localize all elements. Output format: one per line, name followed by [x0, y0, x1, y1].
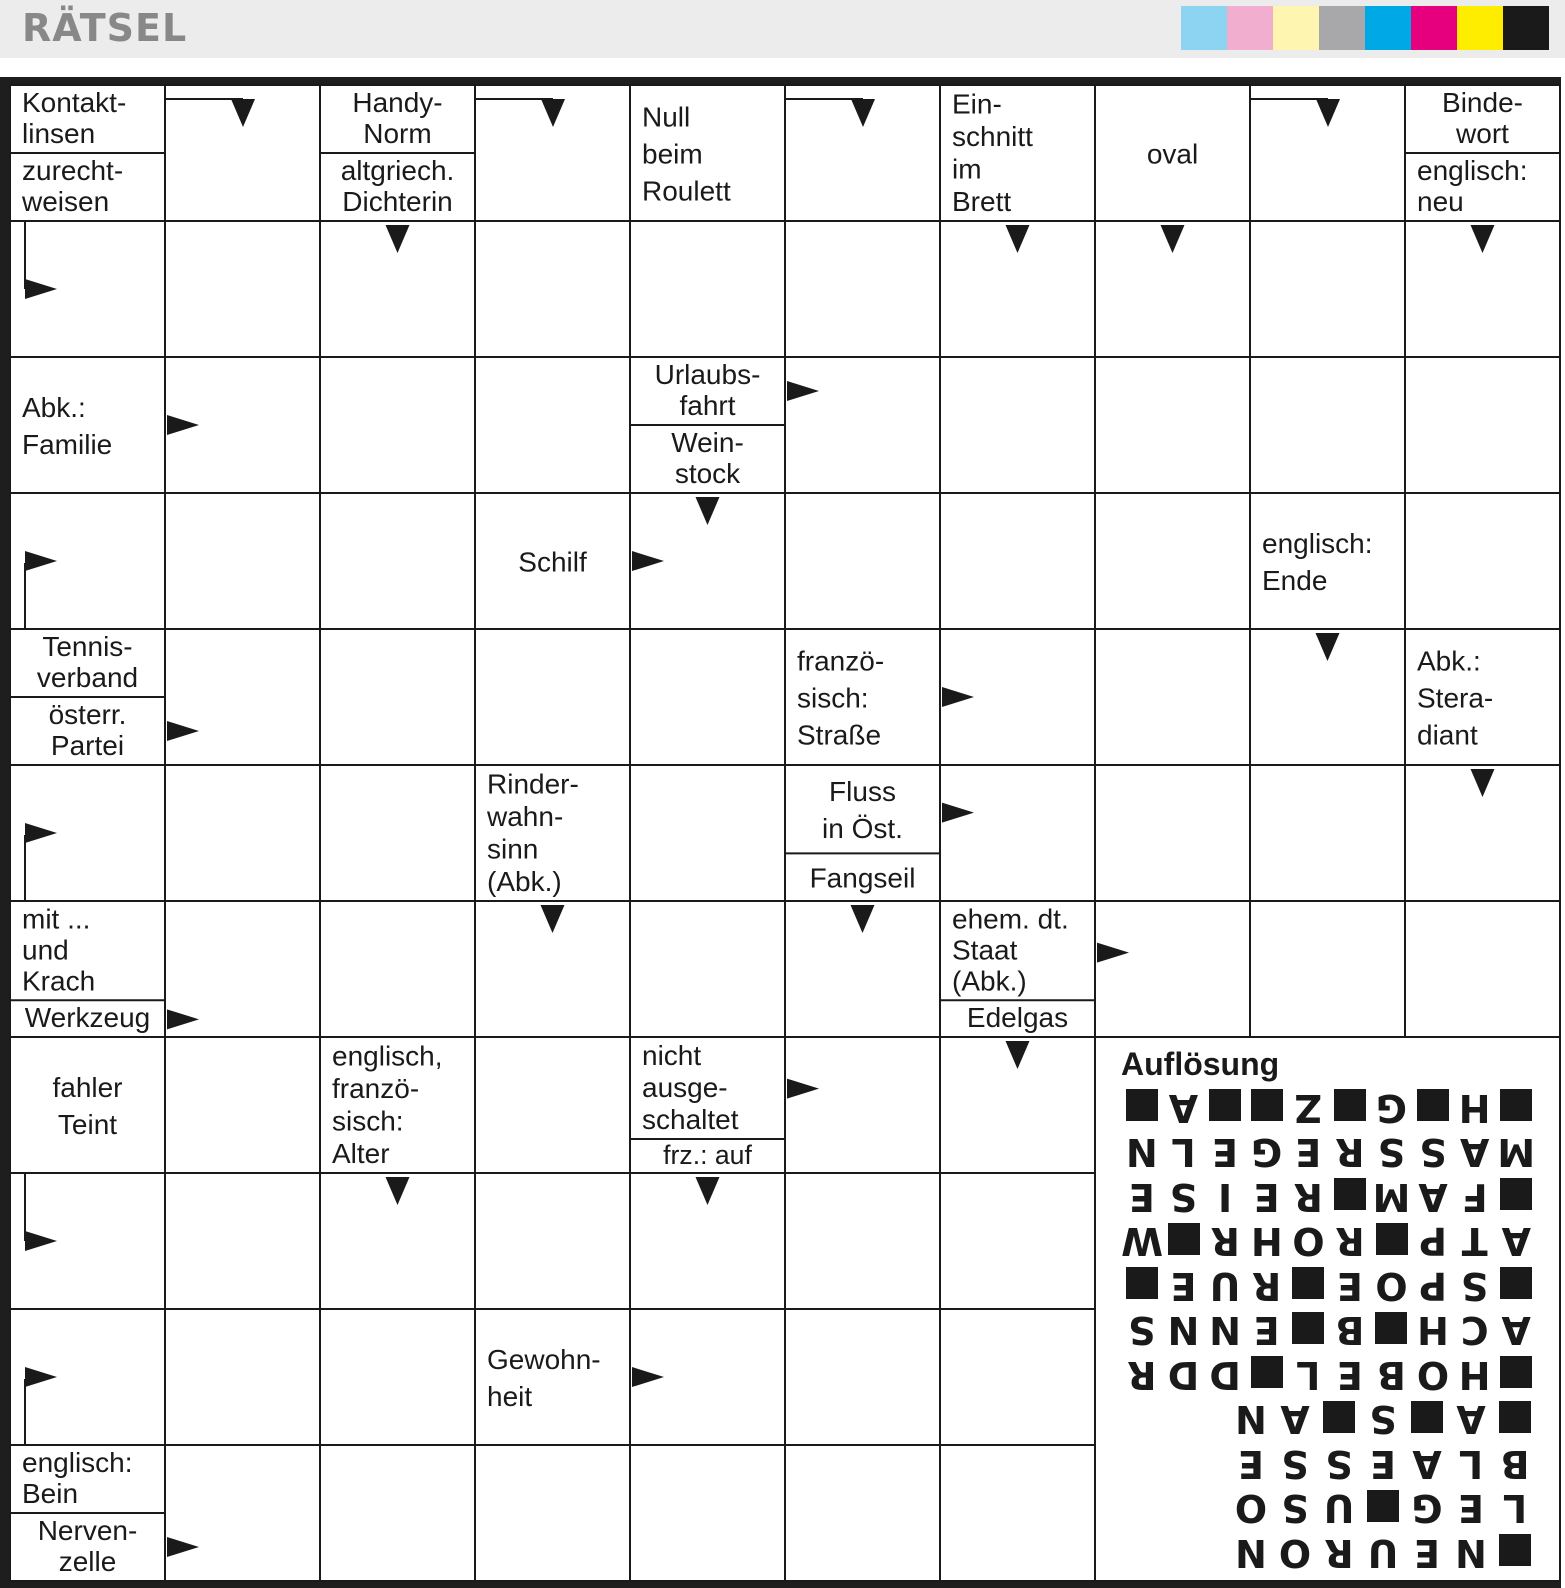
solution-letter: A — [1456, 1397, 1486, 1442]
solution-letter: S — [1128, 1308, 1156, 1353]
black-square — [1500, 1179, 1532, 1211]
solution-letter: S — [1419, 1130, 1447, 1175]
solution-letter: S — [1281, 1442, 1309, 1486]
solution-letter: A — [1501, 1219, 1531, 1264]
solution-letter: E — [1370, 1442, 1396, 1486]
clue-line: Schilf — [518, 546, 587, 578]
solution-black-cell — [1371, 1308, 1413, 1353]
black-square — [1251, 1357, 1283, 1389]
clue-line: englisch: — [22, 1447, 133, 1479]
solution-black-cell — [1412, 1086, 1454, 1131]
black-square — [1334, 1090, 1366, 1122]
clue-line: ehem. dt. — [952, 903, 1069, 935]
clue-line: Dichterin — [342, 186, 453, 218]
solution-row — [1121, 1353, 1537, 1398]
clue-line: sisch: — [332, 1105, 404, 1137]
clue-text — [352, 87, 442, 149]
solution-row — [1121, 1308, 1537, 1353]
solution-black-cell — [1163, 1219, 1205, 1264]
clue-line: Edelgas — [966, 1002, 1069, 1034]
clue-line: fahrt — [679, 390, 736, 422]
solution-black-cell — [1361, 1486, 1405, 1531]
clue-line: Abk.: — [1417, 645, 1481, 677]
solution-black-cell — [1493, 1531, 1537, 1576]
clue-line: Ein- — [952, 88, 1002, 120]
clue-text — [810, 863, 916, 894]
black-square — [1499, 1401, 1531, 1433]
clue-line: beim — [642, 138, 703, 170]
clue-text — [25, 1002, 151, 1033]
clue-line: wort — [1456, 118, 1509, 150]
page-title: RÄTSEL — [22, 6, 188, 50]
solution-letter: L — [1502, 1486, 1528, 1531]
black-square — [1500, 1268, 1532, 1300]
solution-letter: I — [1217, 1175, 1233, 1219]
clue-line: österr. — [48, 699, 127, 731]
solution-letter: E — [1336, 1264, 1363, 1308]
clue-line: nicht — [642, 1039, 702, 1071]
clue-line: Fangseil — [809, 862, 916, 894]
clue-line: Krach — [22, 965, 96, 997]
clue-line: (Abk.) — [487, 865, 562, 897]
clue-line: sinn — [487, 833, 539, 865]
solution-black-cell — [1371, 1219, 1413, 1264]
solution-letter: A — [1418, 1175, 1448, 1219]
solution-black-cell — [1287, 1264, 1329, 1309]
black-square — [1411, 1401, 1443, 1433]
clue-line: ausge- — [642, 1071, 728, 1103]
solution-letter: S — [1369, 1397, 1397, 1442]
solution-letter: B — [1376, 1353, 1406, 1397]
clue-line: wahn- — [487, 800, 564, 832]
solution-letter: E — [1253, 1308, 1280, 1353]
solution-row — [1121, 1219, 1537, 1264]
solution-black-cell — [1493, 1397, 1537, 1442]
clue-line: Familie — [22, 428, 113, 460]
solution-letter: E — [1295, 1130, 1322, 1175]
clue-line: zelle — [58, 1546, 117, 1578]
clue-line: Stera- — [1417, 682, 1494, 714]
solution-letter: M — [1497, 1130, 1536, 1175]
solution-letter: S — [1281, 1486, 1309, 1531]
clue-line: Fluss — [829, 776, 896, 808]
solution-letter: E — [1458, 1486, 1484, 1531]
clue-line: schaltet — [642, 1103, 739, 1135]
clue-line: franzö- — [332, 1072, 420, 1104]
clue-line: verband — [36, 662, 139, 694]
black-square — [1209, 1090, 1241, 1122]
black-square — [1292, 1312, 1324, 1344]
solution-letter: T — [1461, 1219, 1488, 1264]
clue-line: heit — [487, 1380, 533, 1412]
solution-letter: E — [1253, 1175, 1280, 1219]
solution-letter: N — [1235, 1531, 1267, 1575]
solution-letter: N — [1125, 1130, 1158, 1175]
solution-black-cell — [1317, 1397, 1361, 1442]
solution-letter: P — [1419, 1219, 1448, 1264]
solution-letter: N — [1235, 1397, 1267, 1442]
clue-line: mit ... — [22, 903, 91, 935]
solution-black-cell — [1329, 1175, 1371, 1220]
clue-line: Roulett — [642, 175, 731, 207]
clue-text — [1147, 138, 1198, 169]
clue-line: (Abk.) — [952, 965, 1027, 997]
clue-line: englisch, — [332, 1040, 443, 1072]
solution-letter: G — [1411, 1486, 1443, 1531]
clue-line: Staat — [952, 934, 1018, 966]
solution-black-cell — [1495, 1353, 1537, 1398]
clue-text — [967, 1002, 1068, 1033]
solution-row — [1121, 1531, 1537, 1576]
solution-letter: S — [1377, 1130, 1406, 1175]
clue-line: Teint — [57, 1108, 118, 1140]
solution-letter: N — [1209, 1308, 1241, 1353]
solution-black-cell — [1121, 1264, 1163, 1309]
clue-line: Ende — [1262, 564, 1328, 596]
clue-line: Straße — [797, 719, 882, 751]
solution-letter: S — [1325, 1442, 1353, 1486]
clue-line: Alter — [332, 1137, 390, 1169]
solution-letter: H — [1458, 1086, 1491, 1130]
solution-letter: H — [1458, 1353, 1491, 1397]
solution-letter: B — [1335, 1308, 1365, 1353]
solution-letter: L — [1458, 1442, 1484, 1486]
solution-letter: A — [1412, 1442, 1442, 1486]
solution-panel — [1095, 1040, 1540, 1580]
black-square — [1292, 1268, 1324, 1300]
solution-letter: U — [1209, 1264, 1241, 1308]
clue-line: franzö- — [797, 645, 885, 677]
solution-row — [1121, 1086, 1537, 1131]
clue-line: schnitt — [952, 120, 1033, 152]
solution-black-cell — [1495, 1264, 1537, 1309]
solution-letter: G — [1251, 1130, 1283, 1175]
solution-letter: O — [1292, 1219, 1325, 1264]
solution-letter: H — [1417, 1308, 1449, 1353]
clue-line: Tennis- — [42, 631, 133, 663]
solution-letter: L — [1171, 1130, 1196, 1175]
solution-letter: P — [1419, 1264, 1447, 1308]
clue-line: sisch: — [797, 682, 869, 714]
solution-letter: R — [1210, 1219, 1240, 1264]
solution-letter: H — [1250, 1219, 1283, 1264]
solution-letter: D — [1209, 1353, 1241, 1397]
solution-letter: N — [1167, 1308, 1200, 1353]
solution-row — [1121, 1130, 1537, 1175]
solution-letter: E — [1336, 1353, 1363, 1397]
solution-black-cell — [1329, 1086, 1371, 1131]
black-square — [1500, 1357, 1532, 1389]
black-square — [1375, 1312, 1407, 1344]
solution-black-cell — [1121, 1086, 1163, 1131]
solution-letter: U — [1367, 1531, 1399, 1575]
clue-line: zurecht- — [22, 155, 124, 187]
solution-letter: A — [1459, 1130, 1490, 1175]
black-square — [1417, 1090, 1449, 1122]
solution-black-cell — [1287, 1308, 1329, 1353]
black-square — [1251, 1090, 1283, 1122]
clue-text — [663, 1140, 752, 1170]
solution-letter: F — [1461, 1175, 1488, 1219]
solution-grid — [1121, 1085, 1537, 1575]
clue-text — [341, 155, 455, 217]
clue-line: Partei — [50, 730, 125, 762]
solution-black-cell — [1495, 1175, 1537, 1220]
clue-line: Bein — [22, 1478, 79, 1510]
clue-line: in Öst. — [822, 813, 903, 845]
clue-line: weisen — [22, 186, 110, 218]
solution-row — [1121, 1175, 1537, 1220]
solution-black-cell — [1495, 1086, 1537, 1131]
solution-letter: L — [1296, 1353, 1321, 1397]
clue-line: frz.: auf — [663, 1139, 752, 1170]
solution-row — [1121, 1397, 1537, 1442]
black-square — [1126, 1268, 1158, 1300]
clue-line: Handy- — [352, 87, 443, 119]
solution-black-cell — [1246, 1353, 1288, 1398]
solution-black-cell — [1204, 1086, 1246, 1131]
clue-line: Nerven- — [37, 1515, 138, 1547]
solution-letter: S — [1169, 1175, 1198, 1219]
clue-line: im — [952, 153, 982, 185]
black-square — [1367, 1490, 1399, 1522]
clue-line: linsen — [22, 118, 96, 150]
clue-line: diant — [1417, 719, 1478, 751]
solution-letter: R — [1127, 1353, 1157, 1397]
solution-letter: D — [1167, 1353, 1200, 1397]
solution-letter: O — [1234, 1486, 1268, 1531]
solution-letter: M — [1372, 1175, 1411, 1219]
clue-line: Werkzeug — [24, 1002, 151, 1034]
solution-letter: G — [1375, 1086, 1408, 1130]
clue-text — [49, 699, 127, 761]
clue-line: oval — [1146, 138, 1199, 170]
solution-row — [1121, 1486, 1537, 1531]
solution-letter: W — [1121, 1219, 1163, 1264]
clue-text — [37, 631, 138, 693]
clue-text — [518, 546, 587, 577]
solution-letter: C — [1460, 1308, 1489, 1353]
solution-letter: O — [1375, 1264, 1408, 1308]
solution-letter: R — [1252, 1264, 1282, 1308]
clue-line: neu — [1417, 186, 1464, 218]
solution-letter: A — [1280, 1397, 1310, 1442]
clue-line: Gewohn- — [487, 1343, 601, 1375]
black-square — [1500, 1090, 1532, 1122]
solution-black-cell — [1405, 1397, 1449, 1442]
solution-row — [1121, 1442, 1537, 1487]
clue-line: Urlaubs- — [654, 359, 761, 391]
solution-letter: S — [1460, 1264, 1489, 1308]
solution-letter: E — [1212, 1130, 1239, 1175]
clue-line: fahler — [52, 1071, 123, 1103]
solution-letter: O — [1278, 1531, 1312, 1575]
clue-line: stock — [674, 458, 741, 490]
black-square — [1499, 1535, 1531, 1567]
clue-line: Wein- — [671, 427, 744, 459]
solution-black-cell — [1246, 1086, 1288, 1131]
black-square — [1376, 1223, 1408, 1255]
solution-letter: U — [1323, 1486, 1355, 1531]
solution-letter: A — [1168, 1086, 1199, 1130]
solution-letter: R — [1293, 1175, 1323, 1219]
solution-letter: O — [1416, 1353, 1450, 1397]
solution-letter: B — [1500, 1442, 1530, 1486]
clue-text — [671, 427, 744, 489]
clue-line: Abk.: — [22, 391, 86, 423]
solution-letter: R — [1335, 1219, 1365, 1264]
solution-letter: E — [1170, 1264, 1197, 1308]
solution-row — [1121, 1264, 1537, 1309]
clue-line: Null — [642, 101, 691, 133]
clue-line: englisch: — [1417, 155, 1528, 187]
black-square — [1168, 1223, 1200, 1255]
solution-letter: Z — [1294, 1086, 1323, 1130]
clue-line: Brett — [952, 185, 1012, 217]
solution-letter: N — [1455, 1531, 1487, 1575]
solution-letter: E — [1414, 1531, 1440, 1575]
black-square — [1334, 1179, 1366, 1211]
solution-letter: E — [1238, 1442, 1264, 1486]
solution-letter: A — [1501, 1308, 1531, 1353]
solution-letter: R — [1324, 1531, 1354, 1575]
clue-text — [21, 155, 123, 217]
solution-title: Auflösung — [1121, 1046, 1280, 1082]
clue-line: Kontakt- — [22, 87, 127, 119]
clue-line: Binde- — [1442, 87, 1523, 119]
clue-line: altgriech. — [340, 155, 455, 187]
black-square — [1323, 1401, 1355, 1433]
clue-line: Norm — [363, 118, 432, 150]
clue-line: Rinder- — [487, 768, 579, 800]
solution-letter: E — [1128, 1175, 1155, 1219]
solution-letter: R — [1335, 1130, 1365, 1175]
clue-line: und — [22, 934, 69, 966]
clue-line: englisch: — [1262, 527, 1373, 559]
black-square — [1126, 1090, 1158, 1122]
